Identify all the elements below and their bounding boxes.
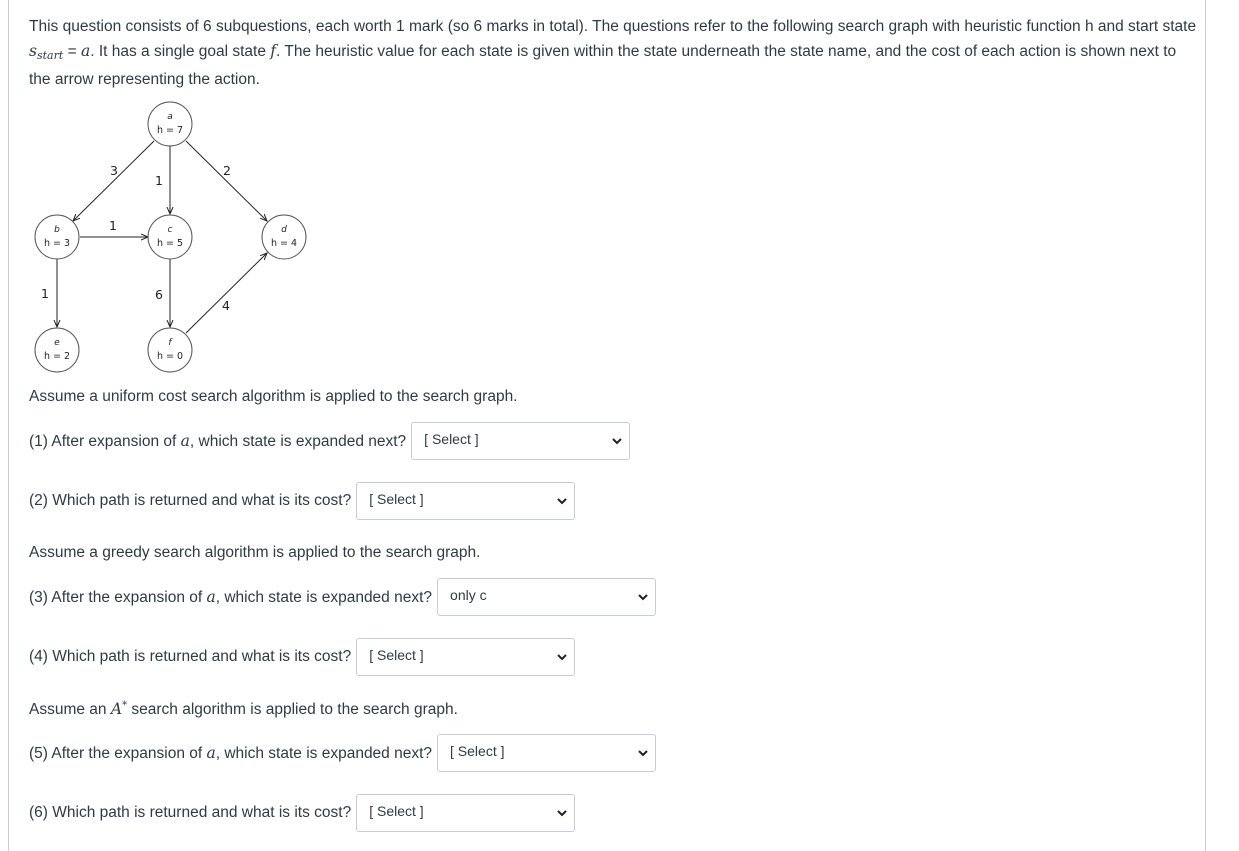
astar-post: search algorithm is applied to the search graph. <box>127 701 458 719</box>
edge-a-d <box>186 141 267 221</box>
astar-symbol: A <box>110 700 123 719</box>
start-symbol: s <box>29 42 37 60</box>
q5-post: , which state is expanded next? <box>215 744 433 762</box>
node-e-name: e <box>54 338 60 348</box>
question-5-text <box>29 744 432 763</box>
edge-cost-c-f: 6 <box>155 287 163 302</box>
question-intro <box>29 15 1199 92</box>
ucs-section-heading: Assume a uniform cost search algorithm is applied to the search graph. <box>29 388 518 405</box>
greedy-section-heading: Assume a greedy search algorithm is applied to the search graph. <box>29 544 481 561</box>
edge-cost-a-c: 1 <box>155 173 163 188</box>
question-1-selected-value: [ Select ] <box>424 431 479 447</box>
question-5-selected-value: [ Select ] <box>450 743 505 759</box>
question-2-selected-value: [ Select ] <box>369 491 424 507</box>
edge-cost-a-d: 2 <box>223 163 231 178</box>
question-6 <box>29 794 575 832</box>
start-subscript: start <box>36 49 64 62</box>
node-b <box>35 215 79 259</box>
question-1-select[interactable] <box>411 422 630 460</box>
node-b-name: b <box>54 225 60 235</box>
question-3 <box>29 578 656 616</box>
question-2 <box>29 482 575 520</box>
intro-text-3: . The heuristic value for each state is given within the state underneath the state name, and the cost of each action is shown next to the arrow representing the action. <box>29 43 1177 88</box>
q1-var: a <box>180 431 190 450</box>
node-d-name: d <box>281 225 287 235</box>
q3-var: a <box>206 587 216 606</box>
q1-pre: (1) After expansion of <box>29 432 181 450</box>
node-f <box>148 328 192 372</box>
node-f-name: f <box>168 338 172 348</box>
node-e-heuristic: h = 2 <box>43 351 71 362</box>
question-4-text: (4) Which path is returned and what is its cost? <box>29 648 352 665</box>
edge-a-b <box>73 141 154 221</box>
equals-sign: = <box>63 43 81 60</box>
question-2-select[interactable] <box>356 482 575 520</box>
question-1-text <box>29 432 406 451</box>
edge-cost-f-d: 4 <box>222 298 230 313</box>
question-6-selected-value: [ Select ] <box>369 803 424 819</box>
edge-cost-b-e: 1 <box>41 286 49 301</box>
question-5 <box>29 734 656 772</box>
node-a-heuristic: h = 7 <box>156 125 184 136</box>
node-a-name: a <box>167 112 173 122</box>
question-6-select[interactable] <box>356 794 575 832</box>
question-5-select[interactable] <box>437 734 656 772</box>
node-b-heuristic: h = 3 <box>43 238 71 249</box>
question-2-text: (2) Which path is returned and what is its cost? <box>29 492 352 509</box>
q3-post: , which state is expanded next? <box>215 588 433 606</box>
question-4-select[interactable] <box>356 638 575 676</box>
search-graph <box>30 100 320 380</box>
node-a <box>148 102 192 146</box>
node-d-heuristic: h = 4 <box>270 238 298 249</box>
node-c-heuristic: h = 5 <box>156 238 184 249</box>
chevron-down-icon <box>637 748 649 758</box>
astar-star: * <box>122 700 128 711</box>
question-6-text: (6) Which path is returned and what is its cost? <box>29 804 352 821</box>
q5-var: a <box>206 743 216 762</box>
goal-symbol: f <box>270 42 277 60</box>
astar-section-heading <box>29 700 458 719</box>
node-f-heuristic: h = 0 <box>156 351 184 362</box>
question-1 <box>29 422 630 460</box>
start-value: a <box>80 42 91 60</box>
question-4 <box>29 638 575 676</box>
question-4-selected-value: [ Select ] <box>369 647 424 663</box>
edge-cost-a-b: 3 <box>110 163 118 178</box>
node-c-name: c <box>167 225 173 235</box>
edge-cost-b-c: 1 <box>109 218 117 233</box>
question-3-select[interactable] <box>437 578 656 616</box>
q1-post: , which state is expanded next? <box>189 432 407 450</box>
node-e <box>35 328 79 372</box>
intro-text-2: . It has a single goal state <box>90 43 271 60</box>
chevron-down-icon <box>637 592 649 602</box>
q5-pre: (5) After the expansion of <box>29 744 207 762</box>
question-3-text <box>29 588 432 607</box>
chevron-down-icon <box>611 436 623 446</box>
q3-pre: (3) After the expansion of <box>29 588 207 606</box>
chevron-down-icon <box>556 652 568 662</box>
chevron-down-icon <box>556 808 568 818</box>
question-3-selected-value: only c <box>450 587 487 603</box>
intro-text-1: This question consists of 6 subquestions, each worth 1 mark (so 6 marks in total). The questions refer to the following search graph with heuristic function h and start state <box>29 18 1197 35</box>
chevron-down-icon <box>556 496 568 506</box>
edge-f-d <box>186 253 267 333</box>
node-d <box>262 215 306 259</box>
node-c <box>148 215 192 259</box>
astar-pre: Assume an <box>29 701 111 719</box>
